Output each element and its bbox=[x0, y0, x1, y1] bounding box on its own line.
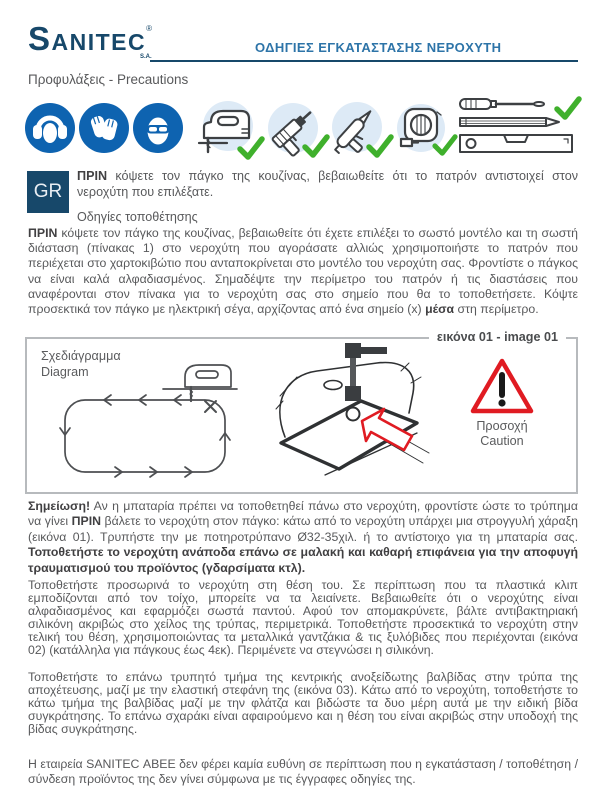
cut-path-diagram bbox=[35, 343, 265, 485]
logo-wordmark: SANITEC bbox=[28, 20, 147, 57]
sanitec-logo bbox=[28, 22, 168, 59]
figure-tag: εικόνα 01 - image 01 bbox=[429, 330, 566, 344]
caution-block bbox=[437, 357, 567, 449]
ear-protection-icon bbox=[25, 103, 75, 167]
text-segment-bold: μέσα bbox=[425, 302, 455, 317]
precautions-icon-row bbox=[0, 96, 600, 162]
screwdriver-pencil-level-icon bbox=[458, 96, 578, 160]
jigsaw-icon bbox=[187, 96, 259, 160]
caution-label-gr: Προσοχή bbox=[476, 419, 528, 433]
text-segment-bold: Τοποθετήστε το νεροχύτη ανάποδα επάνω σε μαλακή και καθαρή επιφάνεια για την αποφυγή τραυματισμού του προϊόντος (γδαρσίματα κτλ). bbox=[28, 545, 578, 575]
paragraph-note bbox=[28, 499, 578, 576]
logo-suffix: S.A. bbox=[140, 54, 152, 60]
check-icon bbox=[366, 134, 394, 158]
power-drill-icon bbox=[264, 96, 322, 160]
page-title: ΟΔΗΓΙΕΣ ΕΓΚΑΤΑΣΤΑΣΗΣ ΝΕΡΟΧΥΤΗ bbox=[255, 40, 502, 55]
text-segment: κόψετε τον πάγκο της κουζίνας, βεβαιωθείτε ότι έχετε επιλέξει το σωστό μοντέλο και τη σωστή διάσταση (πίνακας 1) στο νεροχύτη που αγοράσατε αλλιώς χρησιμοποιήστε το πατρόν που περιέχεται στο χαρτοκιβώτιο που ανταποκρίνεται στο μοντέλο του νεροχύτη σας. Φροντίστε ο πάγκος να είναι καλά αλφαδιασμένος. Σημαδέψτε την περίμετρο του πατρόν ή τις διαστάσεις που αναφέρονται στον πίνακα για το νεροχύτη σας στο σημείο που θα το τοποθετήσετε. Κόψτε προσεκτικά τον πάγκο με ηλεκτρική σέγα, αρχίζοντας από ένα σημείο (x) bbox=[28, 226, 578, 317]
figure-label-gr: Σχεδιάγραμμα bbox=[41, 349, 121, 363]
protective-gloves-icon bbox=[79, 103, 129, 167]
check-icon bbox=[237, 136, 265, 160]
face-protection-icon bbox=[133, 103, 183, 167]
paragraph-cutting bbox=[28, 226, 578, 317]
caution-label-en: Caution bbox=[480, 434, 524, 448]
registered-trademark-icon: ® bbox=[146, 24, 153, 33]
text-segment-bold: Σημείωση! bbox=[28, 499, 91, 513]
figure-label-en: Diagram bbox=[41, 365, 89, 379]
precautions-heading: Προφυλάξεις - Precautions bbox=[28, 72, 189, 87]
text-segment-bold: ΠΡΙΝ bbox=[77, 169, 108, 183]
language-badge: GR bbox=[27, 171, 69, 213]
text-segment: Αν η μπαταρία πρέπει να τοποθετηθεί πάνω στο νεροχύτη, φροντίστε ώστε το τρύπημα να γίνει bbox=[28, 499, 578, 529]
text-segment-bold: ΠΡΙΝ bbox=[71, 514, 101, 529]
sink-drilling-illustration bbox=[265, 341, 430, 489]
check-icon bbox=[432, 134, 458, 156]
text-segment-bold: ΠΡΙΝ bbox=[28, 226, 58, 240]
gr-intro-paragraph bbox=[77, 168, 578, 200]
caulk-gun-icon bbox=[324, 96, 388, 160]
warning-triangle-icon bbox=[470, 357, 534, 415]
paragraph-placement: Τοποθετήστε προσωρινά το νεροχύτη στη θέση του. Σε περίπτωση που τα πλαστικά κλιπ εμποδίζονται από τον τοίχο, μπορείτε να τα λειαίνετε. Βεβαιωθείτε ότι ο νεροχύτης είναι αλφαδιασμένος και εφαρμόζει σωστά παντού. Αφού τον απομακρύνετε, βάλτε αντιβακτηριακή σιλικόνη ακριβώς στο χείλος της τρύπας, περιμετρικά. Τοποθετήστε προσεκτικά το νεροχύτη στην τελική του θέση, χρησιμοποιώντας τα μεταλλικά γαντζάκια & τις ξυλόβιδες που περιέχονται (εικόνα 02) (κατάλληλα για πάγκους έως 4εκ). Περιμένετε να στεγνώσει η σιλικόνη. bbox=[28, 578, 578, 658]
diagram-figure bbox=[25, 330, 578, 494]
header-divider bbox=[150, 60, 578, 62]
tape-measure-icon bbox=[392, 96, 450, 160]
text-segment: κόψετε τον πάγκο της κουζίνας, βεβαιωθείτε ότι το πατρόν αντιστοιχεί στον νεροχύτη που επιλέξατε. bbox=[77, 169, 578, 199]
paragraph-liability: Η εταιρεία SANITEC ΑΒΕΕ δεν φέρει καμία ευθύνη σε περίπτωση που η εγκατάσταση / τοποθέτηση / σύνδεση προϊόντος της δεν γίνει σύμφωνα με τις έγγραφες οδηγίες της. bbox=[28, 757, 578, 787]
text-segment: βάλετε το νεροχύτη στον πάγκο: κάτω από το νεροχύτη υπάρχει μια στρογγυλή χάραξη (εικόνα 01). Τρυπήστε την με ποτηροτρύπανο Ø32-35χιλ. ή το αντίστοιχο για τη μπαταρία σας. bbox=[28, 514, 578, 544]
text-segment: στη περίμετρο. bbox=[454, 302, 539, 317]
paragraph-valve: Τοποθετήστε το επάνω τρυπητό τμήμα της κεντρικής ανοξείδωτης βαλβίδας στην τρύπα της αποχέτευσης, μαζί με την ελαστική στεφάνη της (εικόνα 03). Κάτω από το νεροχύτη, τοποθετήστε το κάτω τμήμα της βαλβίδας μαζί με την φλάτζα και βιδώστε τα δυο μέρη αυτά με την ειδική βίδα συγκράτησης. Το επάνω σχαράκι είναι αφαιρούμενο και η θέση του είναι ακριβώς στην υποδοχή της βίδας συγκράτησης. bbox=[28, 670, 578, 737]
check-icon bbox=[554, 96, 582, 120]
installation-heading: Οδηγίες τοποθέτησης bbox=[77, 210, 198, 224]
